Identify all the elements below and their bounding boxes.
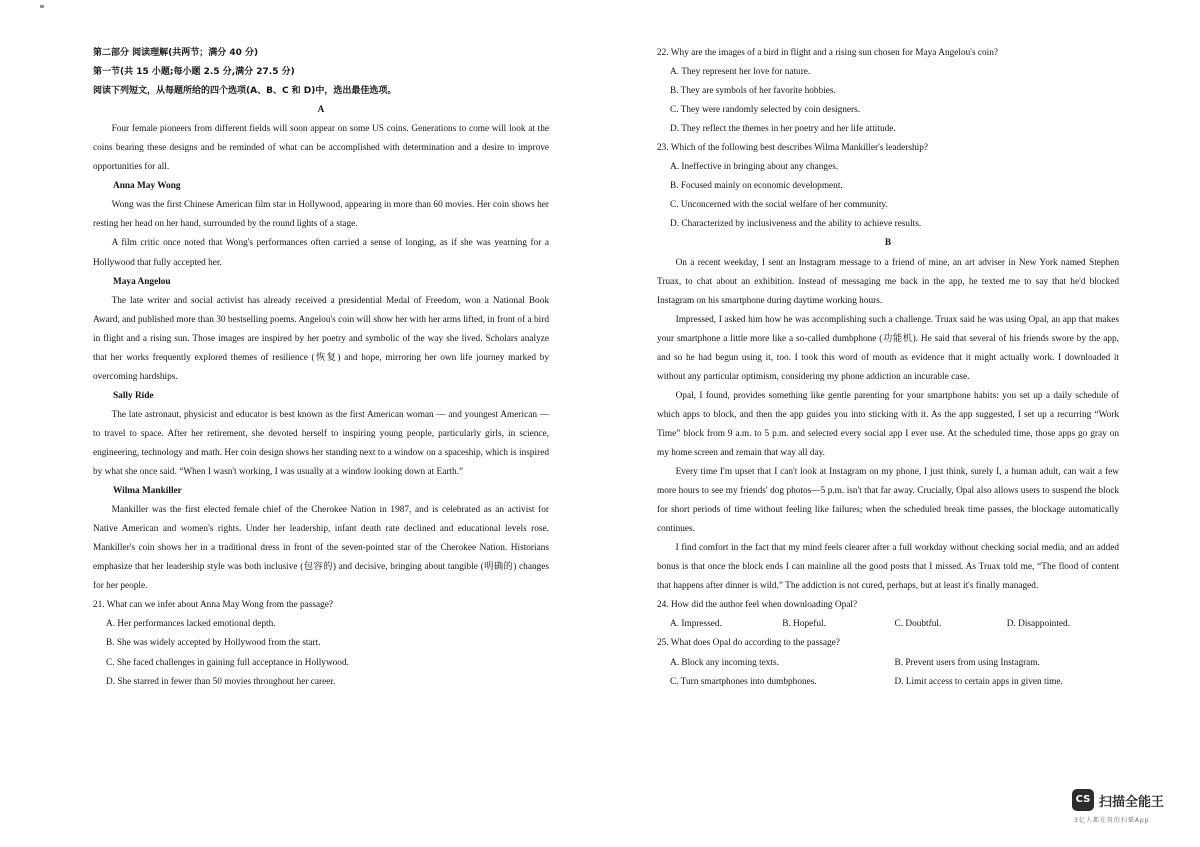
paragraph: Impressed, I asked him how he was accomplishing such a challenge. Truax said he was using Opal, an app that makes your smartphone a little more like a so-called dumbphone (功能机). He said that several of his friends swore by the app, and so he had begun using it, too. I took this word of mouth as evidence that it might actually work. I downloaded it without any particular optimism, considering my phone addiction an incurable case. [657,314,1119,382]
right-column [657,44,1119,692]
passage-letter-b: B [884,238,892,249]
options-row [657,673,1119,692]
option: C. Unconcerned with the social welfare of her community. [670,200,888,211]
left-column [93,44,549,692]
paragraph: The late writer and social activist has already received a presidential Medal of Freedom, won a National Book Award, and published more than 30 bestselling poems. Angelou's coin will show her with her arms lifted, in front of a bird in flight and a rising sun. Those images are inspired by her poetry and symbolic of the way she lived. Scholars analyze that her works frequently explored themes of resilience (恢复) and hope, mirroring her own life journey marked by overcoming hardships. [93,295,549,382]
option: B. She was widely accepted by Hollywood from the start. [106,638,321,649]
paragraph: On a recent weekday, I sent an Instagram message to a friend of mine, an art adviser in New York named Stephen Truax, to chat about an exhibition. Instead of messaging me back in the app, he texted me to say that he'd blocked Instagram on his smartphone during daytime working hours. [657,257,1119,306]
option: D. They reflect the themes in her poetry and her life attitude. [670,124,896,135]
question-24: 24. How did the author feel when downloading Opal? [657,600,858,611]
option: C. Doubtful. [894,619,942,630]
option: A. Ineffective in bringing about any changes. [670,162,839,173]
section-heading-maya-angelou: Maya Angelou [113,276,171,287]
paragraph: Wong was the first Chinese American film star in Hollywood, appearing in more than 60 movies. Her coin shows her resting her head on her hand, surrounded by the round lights of a stage. [93,200,549,230]
watermark-tagline: 3亿人都在用的扫描App [1074,817,1150,824]
subsection-title: 第一节(共 15 小题;每小题 2.5 分,满分 27.5 分) [93,67,295,78]
paragraph: A film critic once noted that Wong's performances often carried a sense of longing, as if she was yearning for a Hollywood that fully accepted her. [93,238,549,268]
question-22: 22. Why are the images of a bird in flight and a rising sun chosen for Maya Angelou's coin? [657,48,999,58]
scan-speck [40,5,44,8]
options-row [657,654,1119,673]
option: C. They were randomly selected by coin designers. [670,105,861,116]
section-heading-anna-may-wong: Anna May Wong [113,181,181,192]
camscanner-logo-icon: CS [1072,789,1094,811]
intro-paragraph: Four female pioneers from different fields will soon appear on some US coins. Generations to come will look at the coins bearing these designs and be reminded of what can be accomplished with determination and a desire to improve opportunities for all. [93,124,549,173]
option: B. Focused mainly on economic development. [670,181,843,192]
question-25: 25. What does Opal do according to the passage? [657,638,840,649]
option: B. Hopeful. [782,619,826,630]
options-row [657,615,1119,634]
option: D. She starred in fewer than 50 movies throughout her career. [106,676,336,687]
question-21: 21. What can we infer about Anna May Wong from the passage? [93,600,334,611]
paragraph: I find comfort in the fact that my mind feels clearer after a full workday without checking social media, and an added bonus is that once the block ends I can mainline all the good posts that I missed. As Truax told me, “The flood of content that happens after dinner is wild.” The addiction is not cured, perhaps, but at least it's finally managed. [657,543,1119,592]
option: D. Limit access to certain apps in given time. [894,676,1063,687]
option: B. Prevent users from using Instagram. [894,657,1040,668]
watermark-brand: 扫描全能王 [1099,795,1165,810]
section-title: 第二部分 阅读理解(共两节；满分 40 分) [93,48,259,58]
paragraph: Mankiller was the first elected female chief of the Cherokee Nation in 1987, and is celebrated as an activist for Native American and women's rights. Under her leadership, infant death rate declined and educational levels rose. Mankiller's coin shows her in a traditional dress in front of the seven-pointed star of the Cherokee Nation. Historians emphasize that her leadership style was both inclusive (包容的) and decisive, bringing about tangible (明确的) changes for her people. [93,505,549,592]
instructions: 阅读下列短文，从每题所给的四个选项(A、B、C 和 D)中，选出最佳选项。 [93,86,397,97]
section-heading-sally-ride: Sally Ride [113,390,154,401]
option: D. Disappointed. [1006,619,1071,630]
question-23: 23. Which of the following best describes Wilma Mankiller's leadership? [657,143,929,154]
camscanner-watermark [1072,789,1182,825]
paragraph: Opal, I found, provides something like gentle parenting for your smartphone habits: you set up a daily schedule of which apps to block, and then the app guides you into sticking with it. As the app suggested, I set up a recurring “Work Time” block from 9 a.m. to 5 p.m. and selected every social app I ever use. At the scheduled time, those apps go gray on my home screen and remain that way all day. [657,390,1119,458]
paragraph: The late astronaut, physicist and educator is best known as the first American woman — and youngest American — to travel to space. After her retirement, she devoted herself to inspiring young people, particularly girls, in science, engineering, technology and math. Her coin design shows her standing next to a window on a spaceship, which is inspired by what she once said. “When I wasn't working, I was usually at a window looking down at Earth.” [93,409,549,478]
option: A. Block any incoming texts. [670,657,779,668]
option: A. Her performances lacked emotional depth. [106,619,276,630]
option: D. Characterized by inclusiveness and the ability to achieve results. [670,219,922,230]
option: B. They are symbols of her favorite hobbies. [670,86,836,97]
option: A. They represent her love for nature. [670,67,811,78]
section-heading-wilma-mankiller: Wilma Mankiller [113,486,182,497]
option: A. Impressed. [670,619,722,630]
option: C. Turn smartphones into dumbphones. [670,676,817,687]
paragraph: Every time I'm upset that I can't look at Instagram on my phone, I just think, surely I, a human adult, can wait a few more hours to see my friends' dog photos—5 p.m. isn't that far away. Crucially, Opal also allows users to suspend the block for short periods of time without feeling like failures; when the scheduled break time passes, the blockage automatically continues. [657,467,1119,535]
passage-letter-a: A [317,105,325,116]
option: C. She faced challenges in gaining full acceptance in Hollywood. [106,657,349,668]
